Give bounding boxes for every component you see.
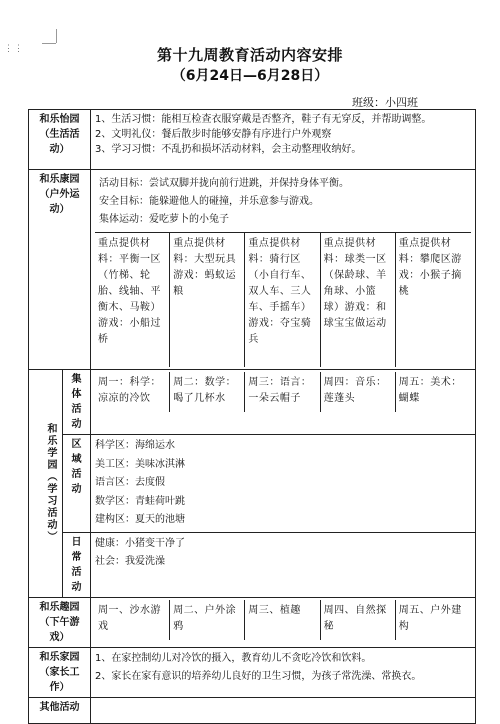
area-content	[91, 435, 476, 533]
daily-item: 健康：小猪变干净了	[95, 537, 185, 549]
home-item: 2、家长在家有意识的培养幼儿良好的卫生习惯，为孩子常洗澡、常换衣。	[95, 670, 422, 682]
health-goal: 活动目标：尝试双脚并拢向前行进跳，并保持身体平衡。	[99, 178, 349, 189]
corner-mark	[56, 29, 57, 43]
label-other: 其他活动	[29, 697, 91, 723]
label-life-text: 和乐怡园 （生活活动）	[39, 114, 80, 155]
page-title: 第十九周教育活动内容安排	[156, 46, 343, 64]
daily-item: 社会：我爱洗澡	[95, 555, 165, 567]
fun-day: 周三、植趣	[245, 600, 320, 640]
group-day: 周三：语言：一朵云帽子	[245, 372, 320, 412]
label-area: 区域活动	[63, 435, 91, 533]
fun-content	[91, 597, 476, 647]
margin-dots: ⋮⋮	[4, 44, 24, 54]
group-day: 周四：音乐：莲蓬头	[321, 372, 396, 412]
row-life	[29, 110, 476, 170]
area-item: 数学区：青蛙荷叶跳	[95, 495, 185, 507]
home-content	[91, 647, 476, 697]
area-item: 科学区：海绵运水	[95, 440, 175, 451]
row-other	[29, 697, 476, 723]
group-day: 周二：数学：喝了几杯水	[170, 372, 245, 412]
label-health	[29, 170, 91, 370]
health-area: 重点提供材料：大型玩具游戏：蚂蚁运粮	[170, 233, 245, 367]
fun-day: 周四、自然探秘	[321, 600, 396, 640]
life-item: 3、学习习惯：不乱扔和损坏活动材料，会主动整理收纳好。	[95, 144, 362, 155]
health-goal: 集体运动：爱吃萝卜的小兔子	[99, 214, 229, 225]
life-item: 1、生活习惯：能相互检查衣服穿戴是否整齐，鞋子有无穿反，并帮助调整。	[95, 114, 432, 125]
row-learning-daily	[29, 532, 476, 597]
label-home	[29, 647, 91, 697]
label-daily: 日常活动	[63, 532, 91, 597]
health-area: 重点提供材料：平衡一区（竹梯、轮胎、线轴、平衡木、马鞍）游戏：小船过桥	[95, 233, 170, 367]
health-area: 重点提供材料：骑行区（小自行车、双人车、三人车、手摇车）游戏：夺宝骑兵	[245, 233, 320, 367]
life-content	[91, 110, 476, 170]
area-item: 建构区：夏天的池塘	[95, 514, 185, 525]
row-learning-group	[29, 370, 476, 435]
row-learning-areas	[29, 435, 476, 533]
daily-content	[91, 532, 476, 597]
fun-day: 周一、沙水游戏	[95, 600, 170, 640]
fun-day: 周二、户外涂鸦	[170, 600, 245, 640]
health-area: 重点提供材料：攀爬区游戏：小猴子摘桃	[398, 238, 462, 297]
group-day: 周一：科学：凉凉的冷饮	[95, 372, 170, 412]
row-home	[29, 647, 476, 697]
home-item: 1、在家控制幼儿对冷饮的摄入，教育幼儿不贪吃冷饮和饮料。	[95, 652, 372, 664]
label-group: 集体活动	[63, 370, 91, 435]
group-content	[91, 370, 476, 435]
life-item: 2、文明礼仪：餐后散步时能够安静有序进行户外观察	[95, 129, 332, 140]
fun-day: 周五、户外建构	[398, 604, 462, 632]
health-area: 重点提供材料：球类一区（保龄球、羊角球、小篮球）游戏：和球宝宝做运动	[321, 233, 396, 367]
date-range: （6月24日—6月28日）	[171, 68, 329, 84]
row-health	[29, 170, 476, 370]
label-health-text: 和乐康园 （户外运动）	[39, 174, 80, 215]
area-item: 美工区：美味冰淇淋	[95, 458, 185, 470]
group-day: 周五：美术：蝴蝶	[398, 377, 462, 404]
class-label: 班级：小四班	[352, 96, 418, 109]
area-item: 语言区：去度假	[95, 477, 165, 488]
health-areas	[95, 233, 471, 367]
label-life	[29, 110, 91, 170]
label-fun-text: 和乐趣园 （下午游戏）	[39, 601, 80, 643]
row-fun	[29, 597, 476, 647]
health-content	[91, 170, 476, 370]
other-content	[91, 697, 476, 723]
health-goal: 安全目标：能躲避他人的碰撞，并乐意参与游戏。	[99, 196, 319, 207]
label-home-text: 和乐家园 （家长工作）	[39, 651, 80, 693]
label-learning: 和乐学园（学习活动）	[29, 370, 63, 598]
label-fun	[29, 597, 91, 647]
schedule-table	[28, 109, 476, 724]
